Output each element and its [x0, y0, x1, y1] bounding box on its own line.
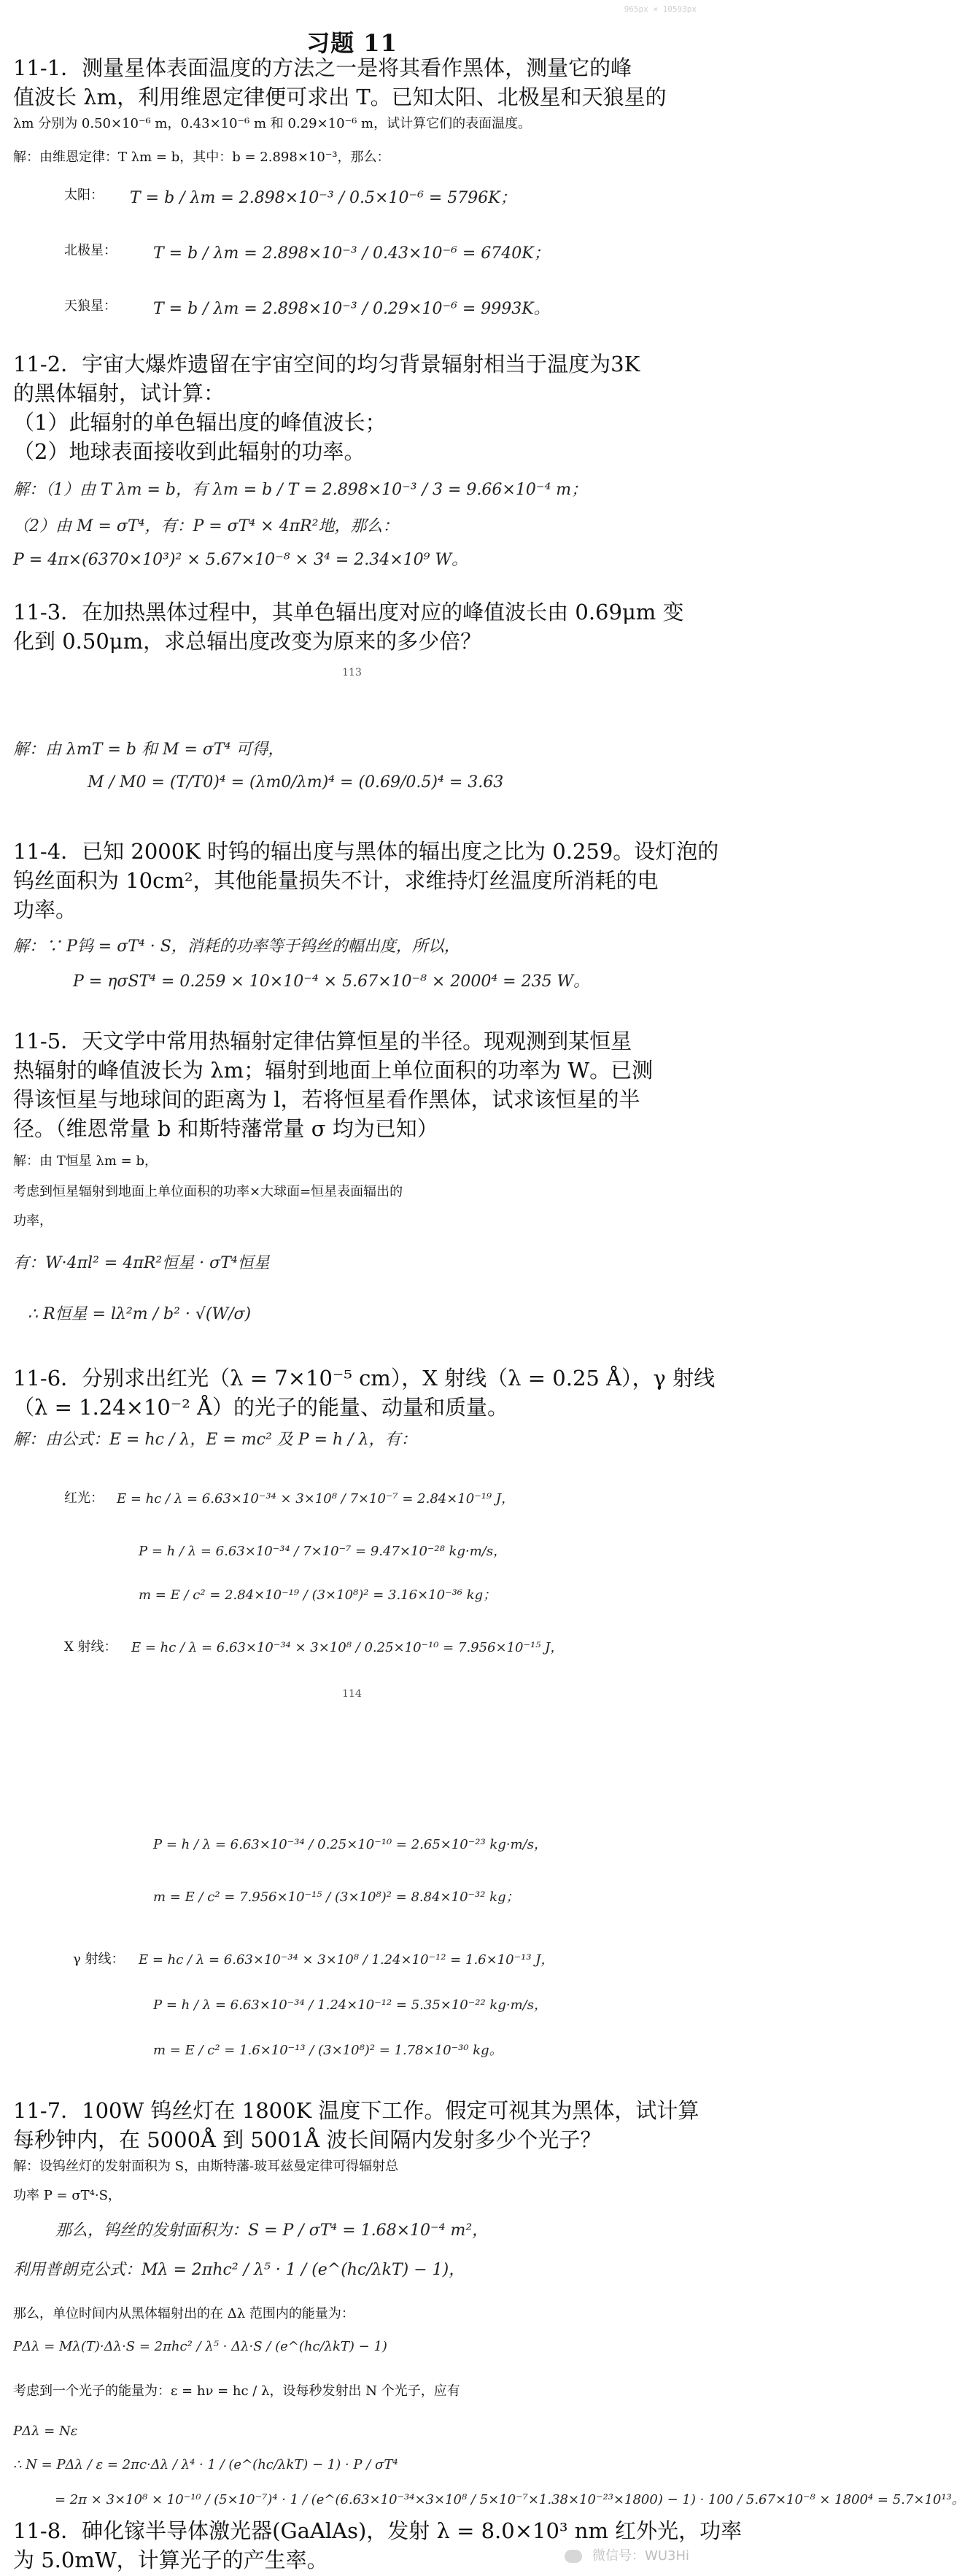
- problem-11-7-solution-4: 利用普朗克公式：Mλ = 2πhc² / λ⁵ · 1 / (e^(hc/λkT) − 1)，: [13, 2261, 465, 2279]
- problem-11-6-solution-intro: 解：由公式：E = hc / λ，E = mc² 及 P = h / λ，有：: [13, 1431, 417, 1449]
- problem-11-1-polaris-equation: T = b / λm = 2.898×10⁻³ / 0.43×10⁻⁶ = 6740K；: [153, 244, 550, 263]
- problem-11-6-gamma-momentum: P = h / λ = 6.63×10⁻³⁴ / 1.24×10⁻¹² = 5.35×10⁻²² kg·m/s，: [153, 1997, 547, 2013]
- page-size-label: 965px × 10593px: [624, 4, 697, 14]
- problem-11-5-solution-3: 功率，: [13, 1213, 53, 1229]
- problem-11-7-solution-2: 功率 P = σT⁴·S，: [13, 2188, 121, 2203]
- problem-11-2-line-2: 的黑体辐射，试计算：: [13, 381, 225, 406]
- problem-11-7-solution-3: 那么，钨丝的发射面积为：S = P / σT⁴ = 1.68×10⁻⁴ m²，: [55, 2221, 489, 2240]
- problem-11-4-solution-2: P = ησST⁴ = 0.259 × 10×10⁻⁴ × 5.67×10⁻⁸ × 2000⁴ = 235 W。: [73, 972, 590, 991]
- problem-11-2-line-4: （2）地球表面接收到此辐射的功率。: [13, 439, 365, 464]
- problem-11-6-red-mass: m = E / c² = 2.84×10⁻¹⁹ / (3×10⁸)² = 3.16×10⁻³⁶ kg；: [139, 1587, 497, 1603]
- problem-11-1-solution-intro: 解：由维恩定律：T λm = b，其中：b = 2.898×10⁻³，那么：: [13, 150, 390, 165]
- problem-11-5-solution-1: 解：由 T恒星 λm = b，: [13, 1153, 158, 1169]
- problem-11-1-polaris-label: 北极星：: [64, 243, 117, 258]
- problem-11-8-line-1: 11-8．砷化镓半导体激光器(GaAlAs)，发射 λ = 8.0×10³ nm 红外光，功率: [13, 2518, 743, 2543]
- problem-11-7-solution-5: 那么，单位时间内从黑体辐射出的在 Δλ 范围内的能量为：: [13, 2306, 354, 2321]
- problem-11-6-red-momentum: P = h / λ = 6.63×10⁻³⁴ / 7×10⁻⁷ = 9.47×10⁻²⁸ kg·m/s，: [139, 1544, 507, 1559]
- problem-11-3-solution-2: M / M0 = (T/T0)⁴ = (λm0/λm)⁴ = (0.69/0.5)⁴ = 3.63: [88, 773, 504, 792]
- problem-11-4-line-1: 11-4．已知 2000K 时钨的辐出度与黑体的辐出度之比为 0.259。设灯泡的: [13, 839, 719, 864]
- problem-11-1-sirius-equation: T = b / λm = 2.898×10⁻³ / 0.29×10⁻⁶ = 9993K。: [153, 300, 550, 318]
- problem-11-3-line-1: 11-3．在加热黑体过程中，其单色辐出度对应的峰值波长由 0.69μm 变: [13, 600, 684, 624]
- problem-11-5-line-4: 径。（维恩常量 b 和斯特藩常量 σ 均为已知）: [13, 1116, 438, 1141]
- problem-11-3-solution-1: 解：由 λmT = b 和 M = σT⁴ 可得，: [13, 740, 284, 759]
- problem-11-6-line-1: 11-6．分别求出红光（λ = 7×10⁻⁵ cm），X 射线（λ = 0.25 Å），γ 射线: [13, 1366, 716, 1391]
- problem-11-7-line-2: 每秒钟内，在 5000Å 到 5001Å 波长间隔内发射多少个光子？: [13, 2127, 602, 2152]
- problem-11-6-xray-momentum: P = h / λ = 6.63×10⁻³⁴ / 0.25×10⁻¹⁰ = 2.65×10⁻²³ kg·m/s，: [153, 1837, 547, 1852]
- problem-11-7-solution-9: ∴ N = PΔλ / ε = 2πc·Δλ / λ⁴ · 1 / (e^(hc/λkT) − 1) · P / σT⁴: [13, 2457, 398, 2472]
- problem-11-6-xray-label: X 射线：: [64, 1639, 117, 1655]
- problem-11-4-line-3: 功率。: [13, 897, 77, 922]
- problem-11-7-solution-1: 解：设钨丝灯的发射面积为 S，由斯特藩-玻耳兹曼定律可得辐射总: [13, 2159, 399, 2174]
- problem-11-3-line-2: 化到 0.50μm，求总辐出度改变为原来的多少倍？: [13, 629, 482, 654]
- problem-11-8-line-2: 为 5.0mW，计算光子的产生率。: [13, 2548, 328, 2572]
- wechat-icon: [565, 2550, 582, 2563]
- problem-11-5-line-3: 得该恒星与地球间的距离为 l，若将恒星看作黑体，试求该恒星的半: [13, 1087, 640, 1112]
- problem-11-7-solution-8: PΔλ = Nε: [13, 2424, 78, 2439]
- problem-11-6-red-label: 红光：: [64, 1490, 104, 1506]
- problem-11-6-gamma-mass: m = E / c² = 1.6×10⁻¹³ / (3×10⁸)² = 1.78×10⁻³⁰ kg。: [153, 2043, 503, 2058]
- problem-11-5-solution-2: 考虑到恒星辐射到地面上单位面积的功率×大球面=恒星表面辐出的: [13, 1184, 403, 1199]
- problem-11-1-sun-label: 太阳：: [64, 187, 104, 203]
- problem-11-1-line-1: 11-1．测量星体表面温度的方法之一是将其看作黑体，测量它的峰: [13, 55, 632, 80]
- page-number-114: 114: [342, 1688, 362, 1700]
- problem-11-5-solution-5: ∴ R恒星 = lλ²m / b² · √(W/σ): [28, 1305, 252, 1323]
- problem-11-1-line-2: 值波长 λm，利用维恩定律便可求出 T。已知太阳、北极星和天狼星的: [13, 85, 667, 109]
- problem-11-1-line-3: λm 分别为 0.50×10⁻⁶ m，0.43×10⁻⁶ m 和 0.29×10⁻⁶ m，试计算它们的表面温度。: [13, 116, 532, 131]
- problem-11-2-solution-2: （2）由 M = σT⁴，有：P = σT⁴ × 4πR²地，那么：: [13, 517, 399, 535]
- problem-11-6-red-energy: E = hc / λ = 6.63×10⁻³⁴ × 3×10⁸ / 7×10⁻⁷ = 2.84×10⁻¹⁹ J，: [117, 1491, 515, 1506]
- problem-11-6-gamma-label: γ 射线：: [73, 1952, 125, 1967]
- chapter-title: 习题 11: [306, 29, 398, 57]
- problem-11-2-solution-1: 解：（1）由 T λm = b，有 λm = b / T = 2.898×10⁻³ / 3 = 9.66×10⁻⁴ m；: [13, 481, 588, 499]
- problem-11-4-line-2: 钨丝面积为 10cm²，其他能量损失不计，求维持灯丝温度所消耗的电: [13, 868, 659, 893]
- problem-11-7-solution-10: = 2π × 3×10⁸ × 10⁻¹⁰ / (5×10⁻⁷)⁴ · 1 / (e^(6.63×10⁻³⁴×3×10⁸ / 5×10⁻⁷×1.38×10⁻²³×1800) − 1) · 100 / 5.67×10⁻⁸ × 1800⁴ = 5.7×10¹³。: [55, 2492, 965, 2507]
- problem-11-2-line-3: （1）此辐射的单色辐出度的峰值波长；: [13, 410, 387, 435]
- problem-11-5-solution-4: 有：W·4πl² = 4πR²恒星 · σT⁴恒星: [13, 1254, 270, 1272]
- problem-11-6-gamma-energy: E = hc / λ = 6.63×10⁻³⁴ × 3×10⁸ / 1.24×10⁻¹² = 1.6×10⁻¹³ J，: [139, 1952, 554, 1968]
- wechat-watermark: [565, 2545, 689, 2564]
- problem-11-6-xray-energy: E = hc / λ = 6.63×10⁻³⁴ × 3×10⁸ / 0.25×10⁻¹⁰ = 7.956×10⁻¹⁵ J，: [131, 1640, 564, 1655]
- page-number-113: 113: [342, 667, 362, 678]
- problem-11-7-solution-7: 考虑到一个光子的能量为：ε = hν = hc / λ，设每秒发射出 N 个光子，应有: [13, 2383, 460, 2399]
- problem-11-4-solution-1: 解：∵ P钨 = σT⁴ · S，消耗的功率等于钨丝的幅出度，所以，: [13, 937, 460, 956]
- problem-11-6-line-2: （λ = 1.24×10⁻² Å）的光子的能量、动量和质量。: [13, 1395, 508, 1420]
- problem-11-1-sun-equation: T = b / λm = 2.898×10⁻³ / 0.5×10⁻⁶ = 5796K；: [130, 189, 516, 207]
- problem-11-7-solution-6: PΔλ = Mλ(T)·Δλ·S = 2πhc² / λ⁵ · Δλ·S / (e^(hc/λkT) − 1): [13, 2339, 387, 2354]
- watermark-text: 微信号：WU3Hi: [592, 2548, 689, 2564]
- problem-11-6-xray-mass: m = E / c² = 7.956×10⁻¹⁵ / (3×10⁸)² = 8.84×10⁻³² kg；: [153, 1890, 519, 1905]
- problem-11-2-line-1: 11-2．宇宙大爆炸遗留在宇宙空间的均匀背景辐射相当于温度为3K: [13, 352, 640, 376]
- problem-11-5-line-2: 热辐射的峰值波长为 λm；辐射到地面上单位面积的功率为 W。已测: [13, 1058, 654, 1083]
- problem-11-7-line-1: 11-7．100W 钨丝灯在 1800K 温度下工作。假定可视其为黑体，试计算: [13, 2098, 699, 2123]
- problem-11-2-solution-3: P = 4π×(6370×10³)² × 5.67×10⁻⁸ × 3⁴ = 2.34×10⁹ W。: [13, 551, 468, 569]
- problem-11-1-sirius-label: 天狼星：: [64, 298, 117, 314]
- problem-11-5-line-1: 11-5．天文学中常用热辐射定律估算恒星的半径。现观测到某恒星: [13, 1029, 632, 1053]
